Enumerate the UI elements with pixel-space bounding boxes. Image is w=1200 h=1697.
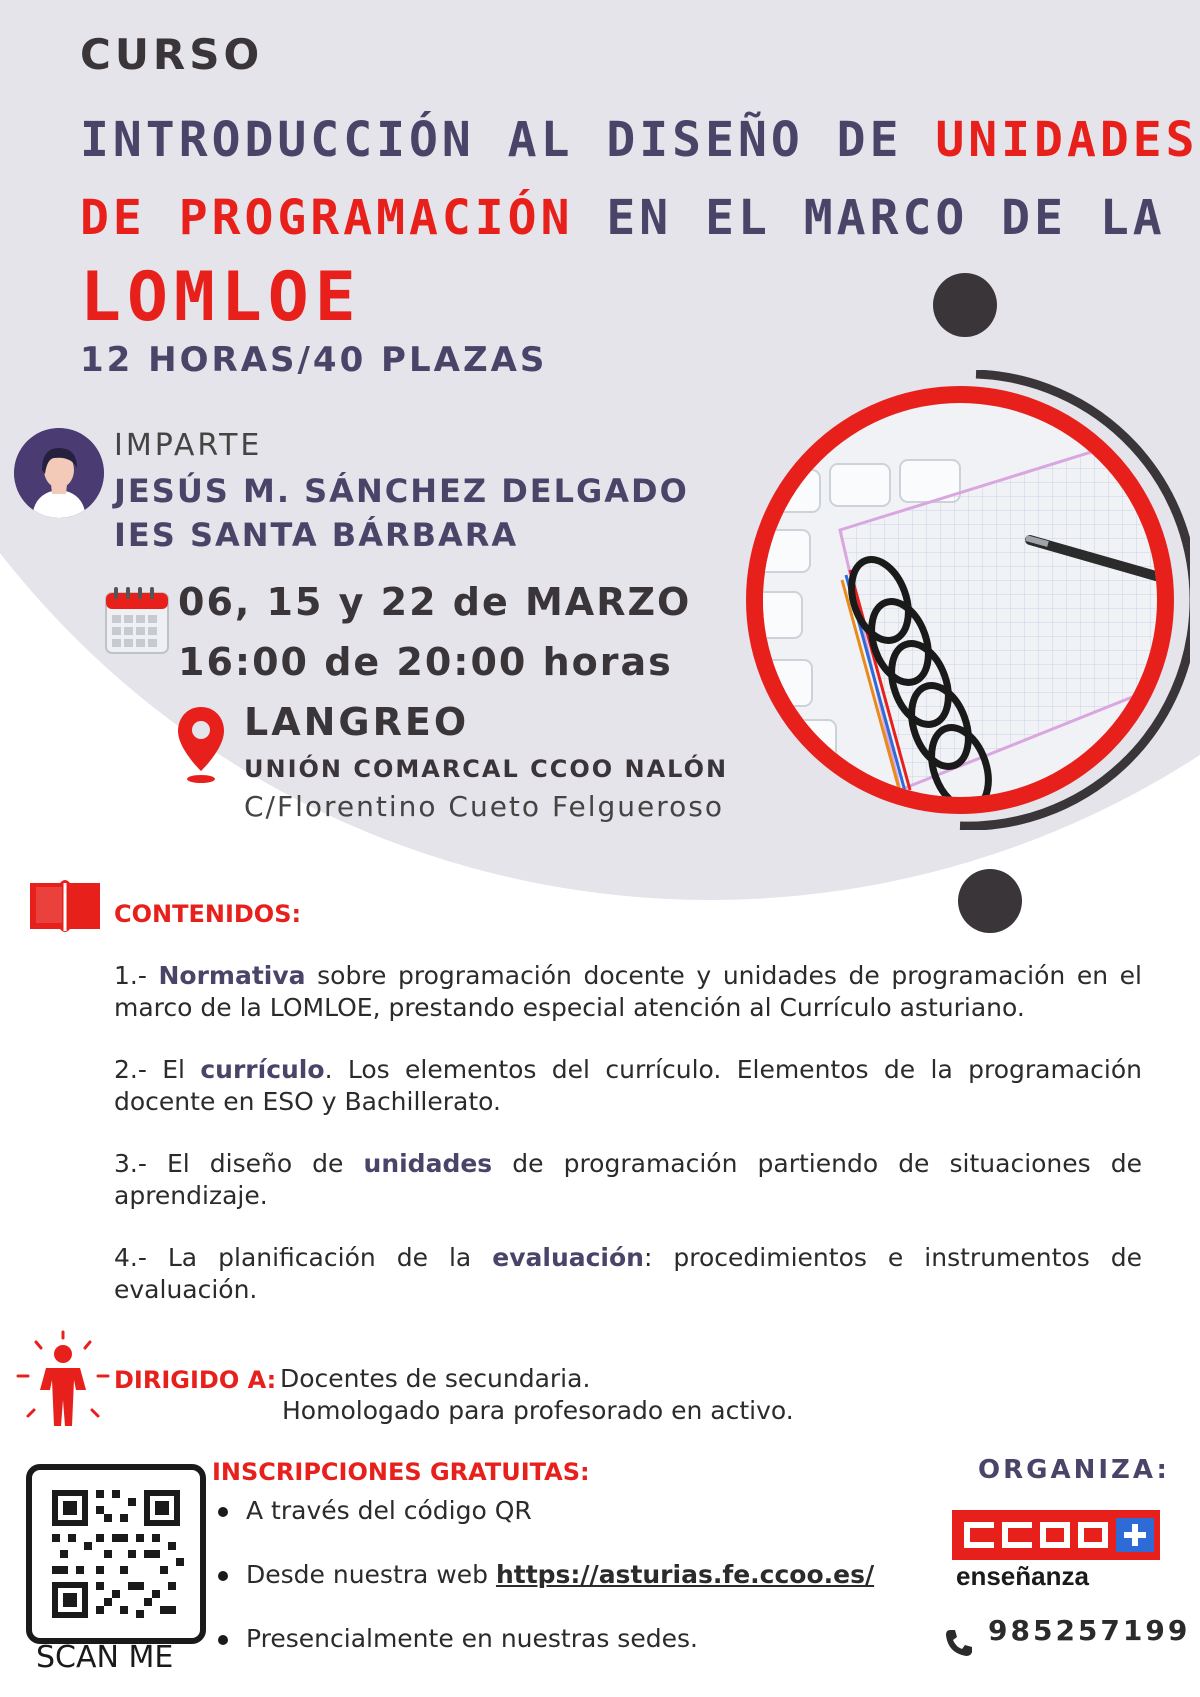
contents-item-2: 2.- El currículo. Los elementos del currículo. Elementos de la programación docente en ESO y Bachillerato. (114, 1055, 1142, 1116)
qr-caption: SCAN ME (36, 1640, 174, 1675)
registration-bullet-web: Desde nuestra web https://asturias.fe.ccoo.es/ (218, 1560, 874, 1589)
person-icon (16, 1330, 110, 1430)
organizer-label: ORGANIZA: (978, 1455, 1170, 1485)
location-city: LANGREO (244, 700, 470, 744)
teacher-name: JESÚS M. SÁNCHEZ DELGADO (114, 472, 689, 510)
contents-item-3: 3.- El diseño de unidades de programación partiendo de situaciones de aprendizaje. (114, 1149, 1143, 1210)
contents-list (114, 960, 1142, 1336)
book-icon (26, 875, 104, 937)
qr-code[interactable] (26, 1464, 206, 1644)
registration-bullet-inperson: Presencialmente en nuestras sedes. (218, 1624, 698, 1653)
location-street: C/Florentino Cueto Felgueroso (244, 790, 725, 823)
course-title-line1: INTRODUCCIÓN AL DISEÑO DE UNIDADES (80, 112, 1199, 168)
registration-heading: INSCRIPCIONES GRATUITAS: (212, 1458, 590, 1486)
course-title-lomloe: LOMLOE (80, 258, 362, 337)
course-label: CURSO (80, 30, 264, 79)
contents-item-4: 4.- La planificación de la evaluación: procedimientos e instrumentos de evaluación. (114, 1243, 1142, 1304)
notebook-keyboard-photo (730, 370, 1190, 830)
course-dates: 06, 15 y 22 de MARZO (178, 580, 692, 624)
location-venue: UNIÓN COMARCAL CCOO NALÓN (244, 755, 729, 783)
decorative-dot-bottom (955, 866, 1025, 936)
phone-number: 985257199 (988, 1614, 1191, 1647)
course-title-line2: DE PROGRAMACIÓN EN EL MARCO DE LA (80, 190, 1166, 246)
contents-heading: CONTENIDOS: (114, 900, 302, 928)
contents-item-1: 1.- Normativa sobre programación docente y unidades de programación en el marco de la LOMLOE, prestando especial atención al Currículo asturiano. (114, 961, 1142, 1022)
audience-line2: Homologado para profesorado en activo. (282, 1396, 794, 1425)
location-pin-icon (176, 705, 226, 785)
decorative-dot-top (930, 270, 1000, 340)
website-link[interactable]: https://asturias.fe.ccoo.es/ (495, 1560, 875, 1589)
calendar-icon (104, 585, 170, 655)
teacher-school: IES SANTA BÁRBARA (114, 516, 519, 554)
course-hours: 16:00 de 20:00 horas (178, 640, 673, 684)
logo-subtext: enseñanza (956, 1561, 1089, 1590)
ccoo-ensenanza-logo (952, 1510, 1162, 1590)
phone-icon (944, 1628, 974, 1658)
audience-label: DIRIGIDO A: (114, 1366, 277, 1394)
registration-bullet-qr: A través del código QR (218, 1496, 532, 1525)
audience-line1: Docentes de secundaria. (280, 1364, 591, 1393)
avatar-icon (14, 428, 104, 518)
teacher-label: IMPARTE (114, 428, 263, 463)
hours-places: 12 HORAS/40 PLAZAS (80, 340, 548, 380)
